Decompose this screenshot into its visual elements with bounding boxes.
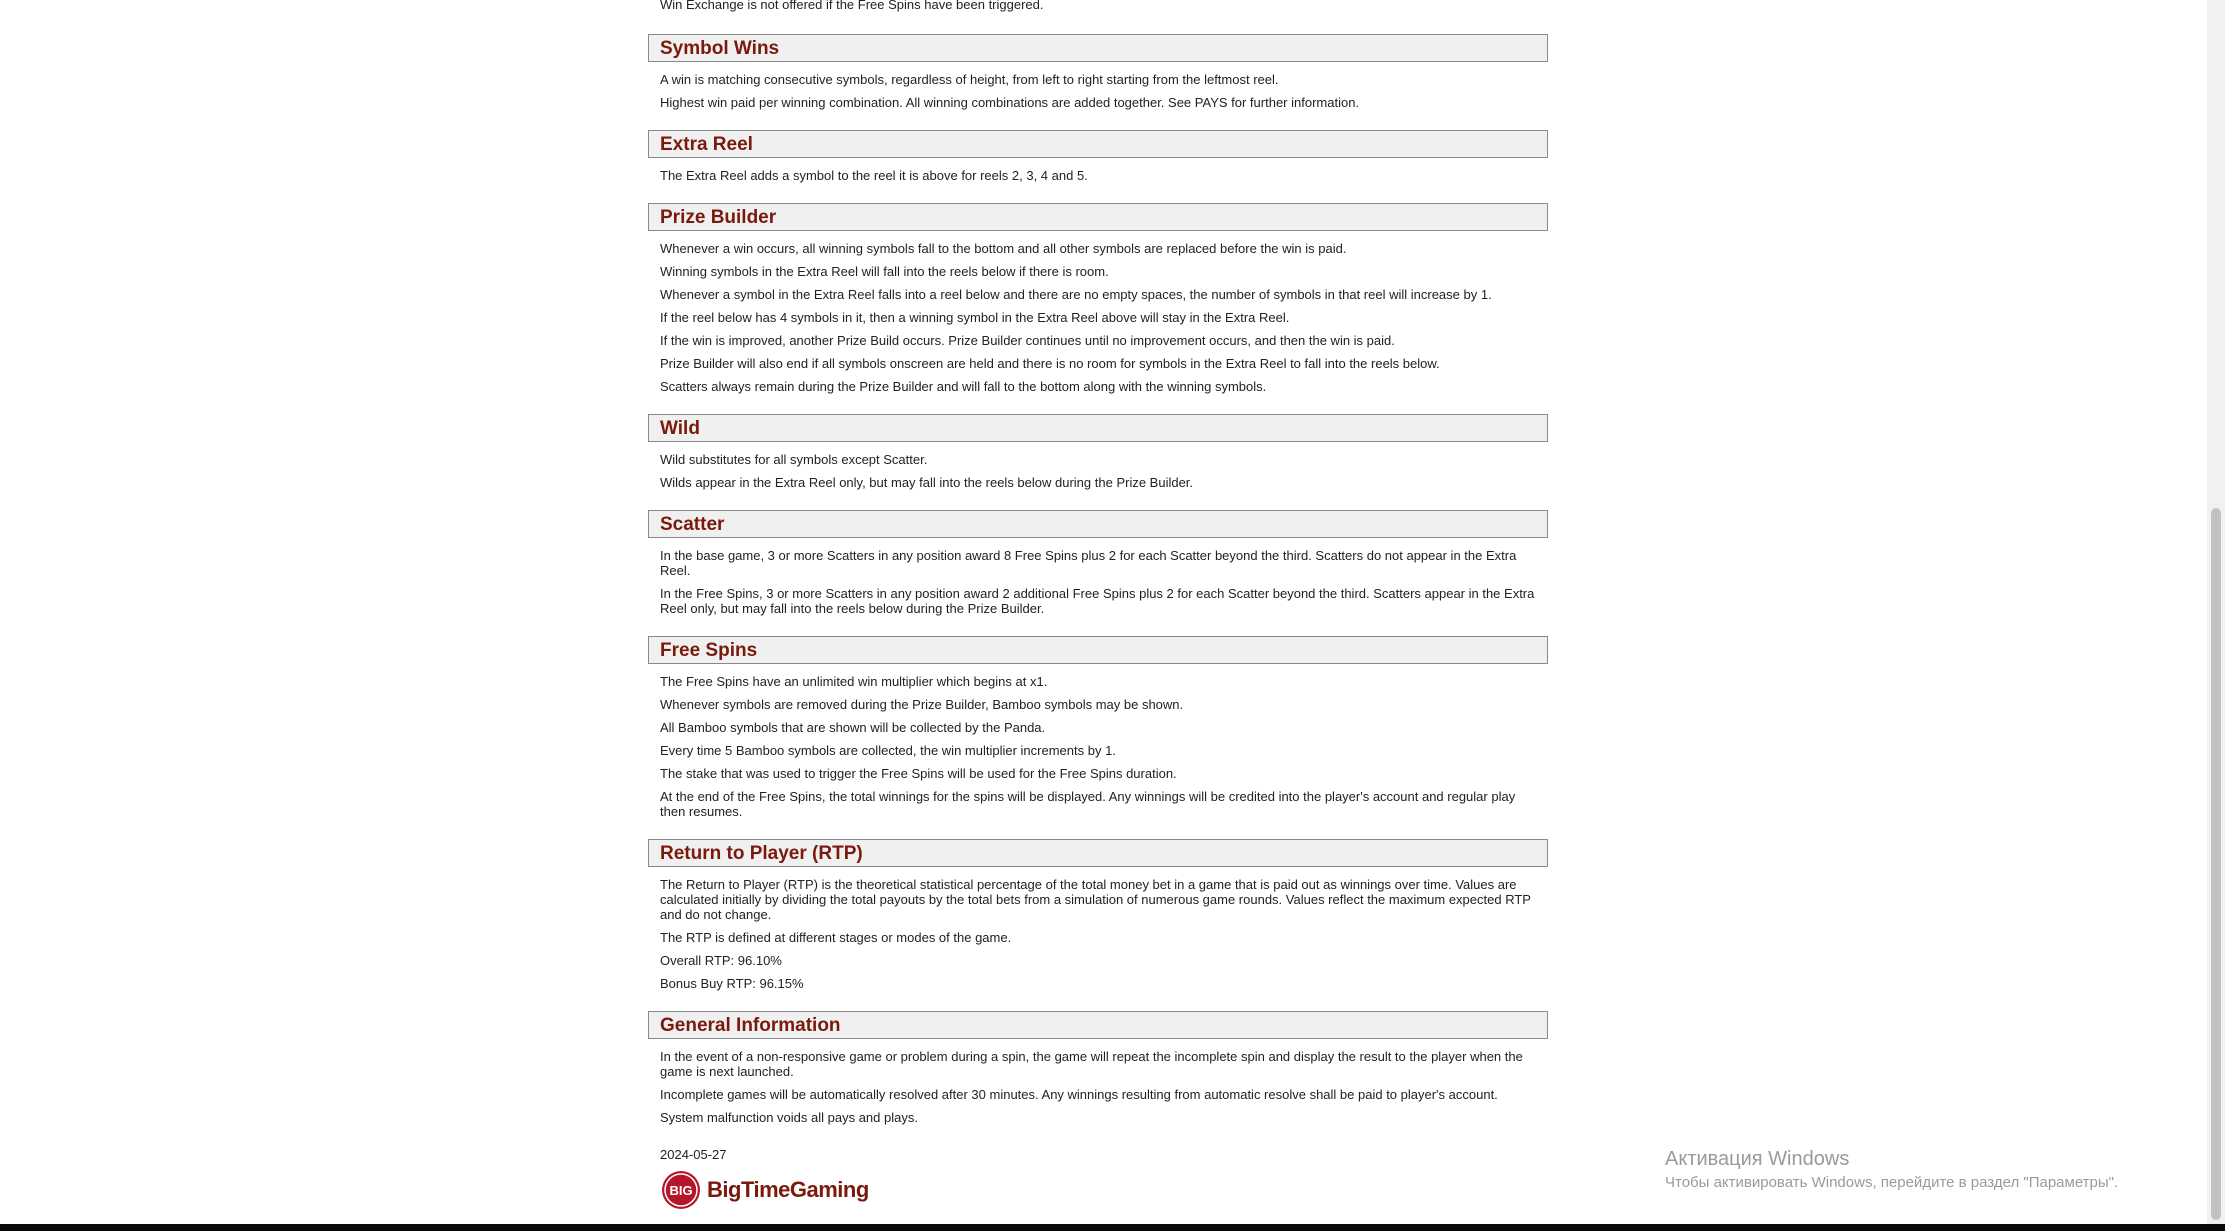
section-paragraph: The Return to Player (RTP) is the theoretical statistical percentage of the total money bet in a game that is paid out as winnings over time. Values are calculated initially by dividing the total payouts by the total bets from a simulation of numerous game rounds. Values reflect the maximum expected RTP and do not change. (660, 877, 1531, 922)
section-paragraph: Incomplete games will be automatically resolved after 30 minutes. Any winnings resulting from automatic resolve shall be paid to player's account. (660, 1087, 1498, 1102)
section-paragraph: Scatters always remain during the Prize Builder and will fall to the bottom along with the winning symbols. (660, 379, 1267, 394)
section-paragraph: Wilds appear in the Extra Reel only, but may fall into the reels below during the Prize Builder. (660, 475, 1194, 490)
section-paragraph: The Free Spins have an unlimited win multiplier which begins at x1. (660, 674, 1048, 689)
section-paragraph: Highest win paid per winning combination. All winning combinations are added together. See PAYS for further information. (660, 95, 1360, 110)
section (648, 203, 1548, 394)
section-paragraph: In the base game, 3 or more Scatters in any position award 8 Free Spins plus 2 for each Scatter beyond the third. Scatters do not appear in the Extra Reel. (660, 548, 1517, 578)
section (648, 414, 1548, 490)
section (648, 34, 1548, 110)
activation-title: Активация Windows (1665, 1148, 1850, 1170)
section-paragraph: Wild substitutes for all symbols except Scatter. (660, 452, 928, 467)
section-paragraph: System malfunction voids all pays and plays. (660, 1110, 918, 1125)
footer (648, 1125, 1548, 1212)
section-title: Scatter (660, 513, 725, 535)
windows-activation-watermark (1665, 1147, 2118, 1193)
section-body (648, 442, 1548, 490)
section-title: Return to Player (RTP) (660, 842, 863, 864)
logo-wordmark: BigTimeGaming (707, 1177, 869, 1202)
logo-badge-text: BIG (669, 1183, 693, 1198)
vertical-scrollbar[interactable] (2207, 0, 2225, 1224)
sections-container (648, 34, 1548, 1125)
scrollbar-thumb[interactable] (2211, 508, 2221, 1220)
section-header (648, 203, 1548, 231)
section-header (648, 510, 1548, 538)
section-title: General Information (660, 1014, 841, 1036)
section-paragraph: Prize Builder will also end if all symbols onscreen are held and there is no room for symbols in the Extra Reel to fall into the reels below. (660, 356, 1440, 371)
section-title: Prize Builder (660, 206, 777, 228)
section-paragraph: Whenever symbols are removed during the Prize Builder, Bamboo symbols may be shown. (660, 697, 1184, 712)
section-body (648, 538, 1548, 616)
section-title: Extra Reel (660, 133, 753, 155)
document-date: 2024-05-27 (660, 1147, 727, 1162)
section-header (648, 839, 1548, 867)
section-paragraph: Whenever a win occurs, all winning symbols fall to the bottom and all other symbols are replaced before the win is paid. (660, 241, 1347, 256)
taskbar-edge (0, 1224, 2225, 1231)
section-paragraph: Every time 5 Bamboo symbols are collected, the win multiplier increments by 1. (660, 743, 1116, 758)
section-body (648, 62, 1548, 110)
section (648, 1011, 1548, 1125)
section-title: Wild (660, 417, 700, 439)
section-title: Free Spins (660, 639, 758, 661)
section-paragraph: If the win is improved, another Prize Build occurs. Prize Builder continues until no improvement occurs, and then the win is paid. (660, 333, 1395, 348)
section-header (648, 636, 1548, 664)
section-paragraph: The Extra Reel adds a symbol to the reel it is above for reels 2, 3, 4 and 5. (660, 168, 1088, 183)
help-document (648, 0, 1548, 1212)
section-body (648, 867, 1548, 991)
section-paragraph: Bonus Buy RTP: 96.15% (660, 976, 804, 991)
section-paragraph: In the event of a non-responsive game or problem during a spin, the game will repeat the incomplete spin and display the result to the player when the game is next launched. (660, 1049, 1523, 1079)
section-header (648, 414, 1548, 442)
section (648, 510, 1548, 616)
section (648, 839, 1548, 991)
section-header (648, 1011, 1548, 1039)
section-header (648, 34, 1548, 62)
big-time-gaming-logo (660, 1168, 1536, 1212)
section-paragraph: Winning symbols in the Extra Reel will fall into the reels below if there is room. (660, 264, 1109, 279)
section-paragraph: The stake that was used to trigger the Free Spins will be used for the Free Spins duration. (660, 766, 1177, 781)
activation-subtitle: Чтобы активировать Windows, перейдите в раздел "Параметры". (1665, 1174, 2119, 1191)
section (648, 130, 1548, 183)
section-paragraph: In the Free Spins, 3 or more Scatters in any position award 2 additional Free Spins plus 2 for each Scatter beyond the third. Scatters appear in the Extra Reel only, but may fall into the reels below during the Prize Builder. (660, 586, 1535, 616)
section-body (648, 1039, 1548, 1125)
section (648, 636, 1548, 819)
section-body (648, 664, 1548, 819)
intro-line (648, 0, 1548, 14)
section-paragraph: Overall RTP: 96.10% (660, 953, 782, 968)
section-header (648, 130, 1548, 158)
logo-badge-icon (660, 1169, 702, 1211)
section-title: Symbol Wins (660, 37, 780, 59)
section-body (648, 231, 1548, 394)
section-paragraph: All Bamboo symbols that are shown will be collected by the Panda. (660, 720, 1046, 735)
section-paragraph: If the reel below has 4 symbols in it, then a winning symbol in the Extra Reel above will stay in the Extra Reel. (660, 310, 1290, 325)
section-body (648, 158, 1548, 183)
section-paragraph: Whenever a symbol in the Extra Reel falls into a reel below and there are no empty spaces, the number of symbols in that reel will increase by 1. (660, 287, 1492, 302)
section-paragraph: A win is matching consecutive symbols, regardless of height, from left to right starting from the leftmost reel. (660, 72, 1279, 87)
section-paragraph: The RTP is defined at different stages or modes of the game. (660, 930, 1012, 945)
intro-text: Win Exchange is not offered if the Free Spins have been triggered. (660, 0, 1044, 12)
section-paragraph: At the end of the Free Spins, the total winnings for the spins will be displayed. Any winnings will be credited into the player's account and regular play then resumes. (660, 789, 1516, 819)
